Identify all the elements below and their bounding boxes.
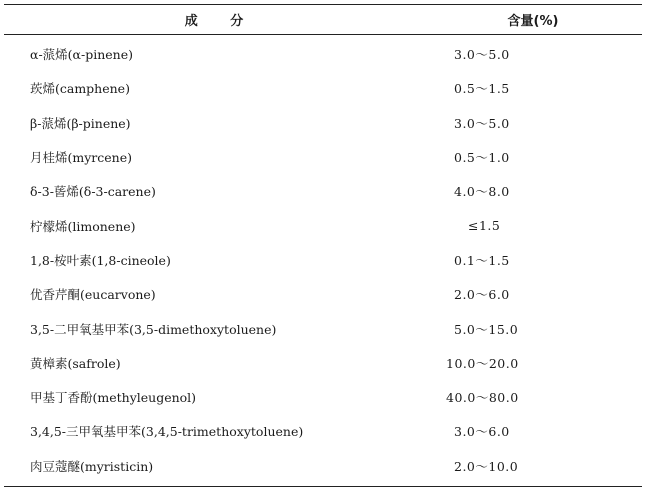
component-name: 1,8-桉叶素(1,8-cineole) [30, 252, 171, 268]
content-value: 2.0～6.0 [454, 287, 510, 303]
component-name: β-蒎烯(β-pinene) [30, 115, 131, 131]
content-value: ≤1.5 [468, 218, 501, 234]
content-value: 10.0～20.0 [446, 355, 519, 371]
table-row [4, 71, 642, 105]
content-value: 3.0～5.0 [454, 47, 510, 63]
composition-table [4, 4, 642, 487]
table-row [4, 37, 642, 71]
content-value: 2.0～10.0 [454, 458, 519, 474]
content-value: 0.1～1.5 [454, 252, 510, 268]
table-row [4, 277, 642, 311]
component-name: 黄樟素(safrole) [30, 355, 121, 371]
component-name: α-蒎烯(α-pinene) [30, 47, 133, 63]
content-value: 3.0～6.0 [454, 424, 510, 440]
component-name: 肉豆蔻醚(myristicin) [30, 458, 154, 474]
content-value: 0.5～1.5 [454, 81, 510, 97]
content-value: 4.0～8.0 [454, 184, 510, 200]
table-row [4, 106, 642, 140]
content-value: 3.0～5.0 [454, 115, 510, 131]
table-header [4, 5, 642, 35]
component-name: 3,4,5-三甲氧基甲苯(3,4,5-trimethoxytoluene) [30, 424, 304, 440]
header-content: 含量(%) [507, 14, 559, 29]
component-name: 柠檬烯(limonene) [30, 218, 136, 234]
table-row [4, 380, 642, 414]
table-body [4, 35, 642, 486]
content-value: 5.0～15.0 [454, 321, 519, 337]
table-row [4, 243, 642, 277]
component-name: 月桂烯(myrcene) [30, 150, 132, 166]
table-row [4, 174, 642, 208]
header-component: 成 分 [184, 14, 258, 29]
content-value: 40.0～80.0 [446, 390, 519, 406]
table-row [4, 208, 642, 242]
table-row [4, 449, 642, 483]
component-name: 优香芹酮(eucarvone) [30, 287, 156, 303]
component-name: 莰烯(camphene) [30, 81, 130, 97]
table-row [4, 311, 642, 345]
table-row [4, 346, 642, 380]
table-row [4, 140, 642, 174]
component-name: 3,5-二甲氧基甲苯(3,5-dimethoxytoluene) [30, 321, 277, 337]
component-name: δ-3-蒈烯(δ-3-carene) [30, 184, 156, 200]
content-value: 0.5～1.0 [454, 150, 510, 166]
component-name: 甲基丁香酚(methyleugenol) [30, 390, 197, 406]
table-row [4, 414, 642, 448]
